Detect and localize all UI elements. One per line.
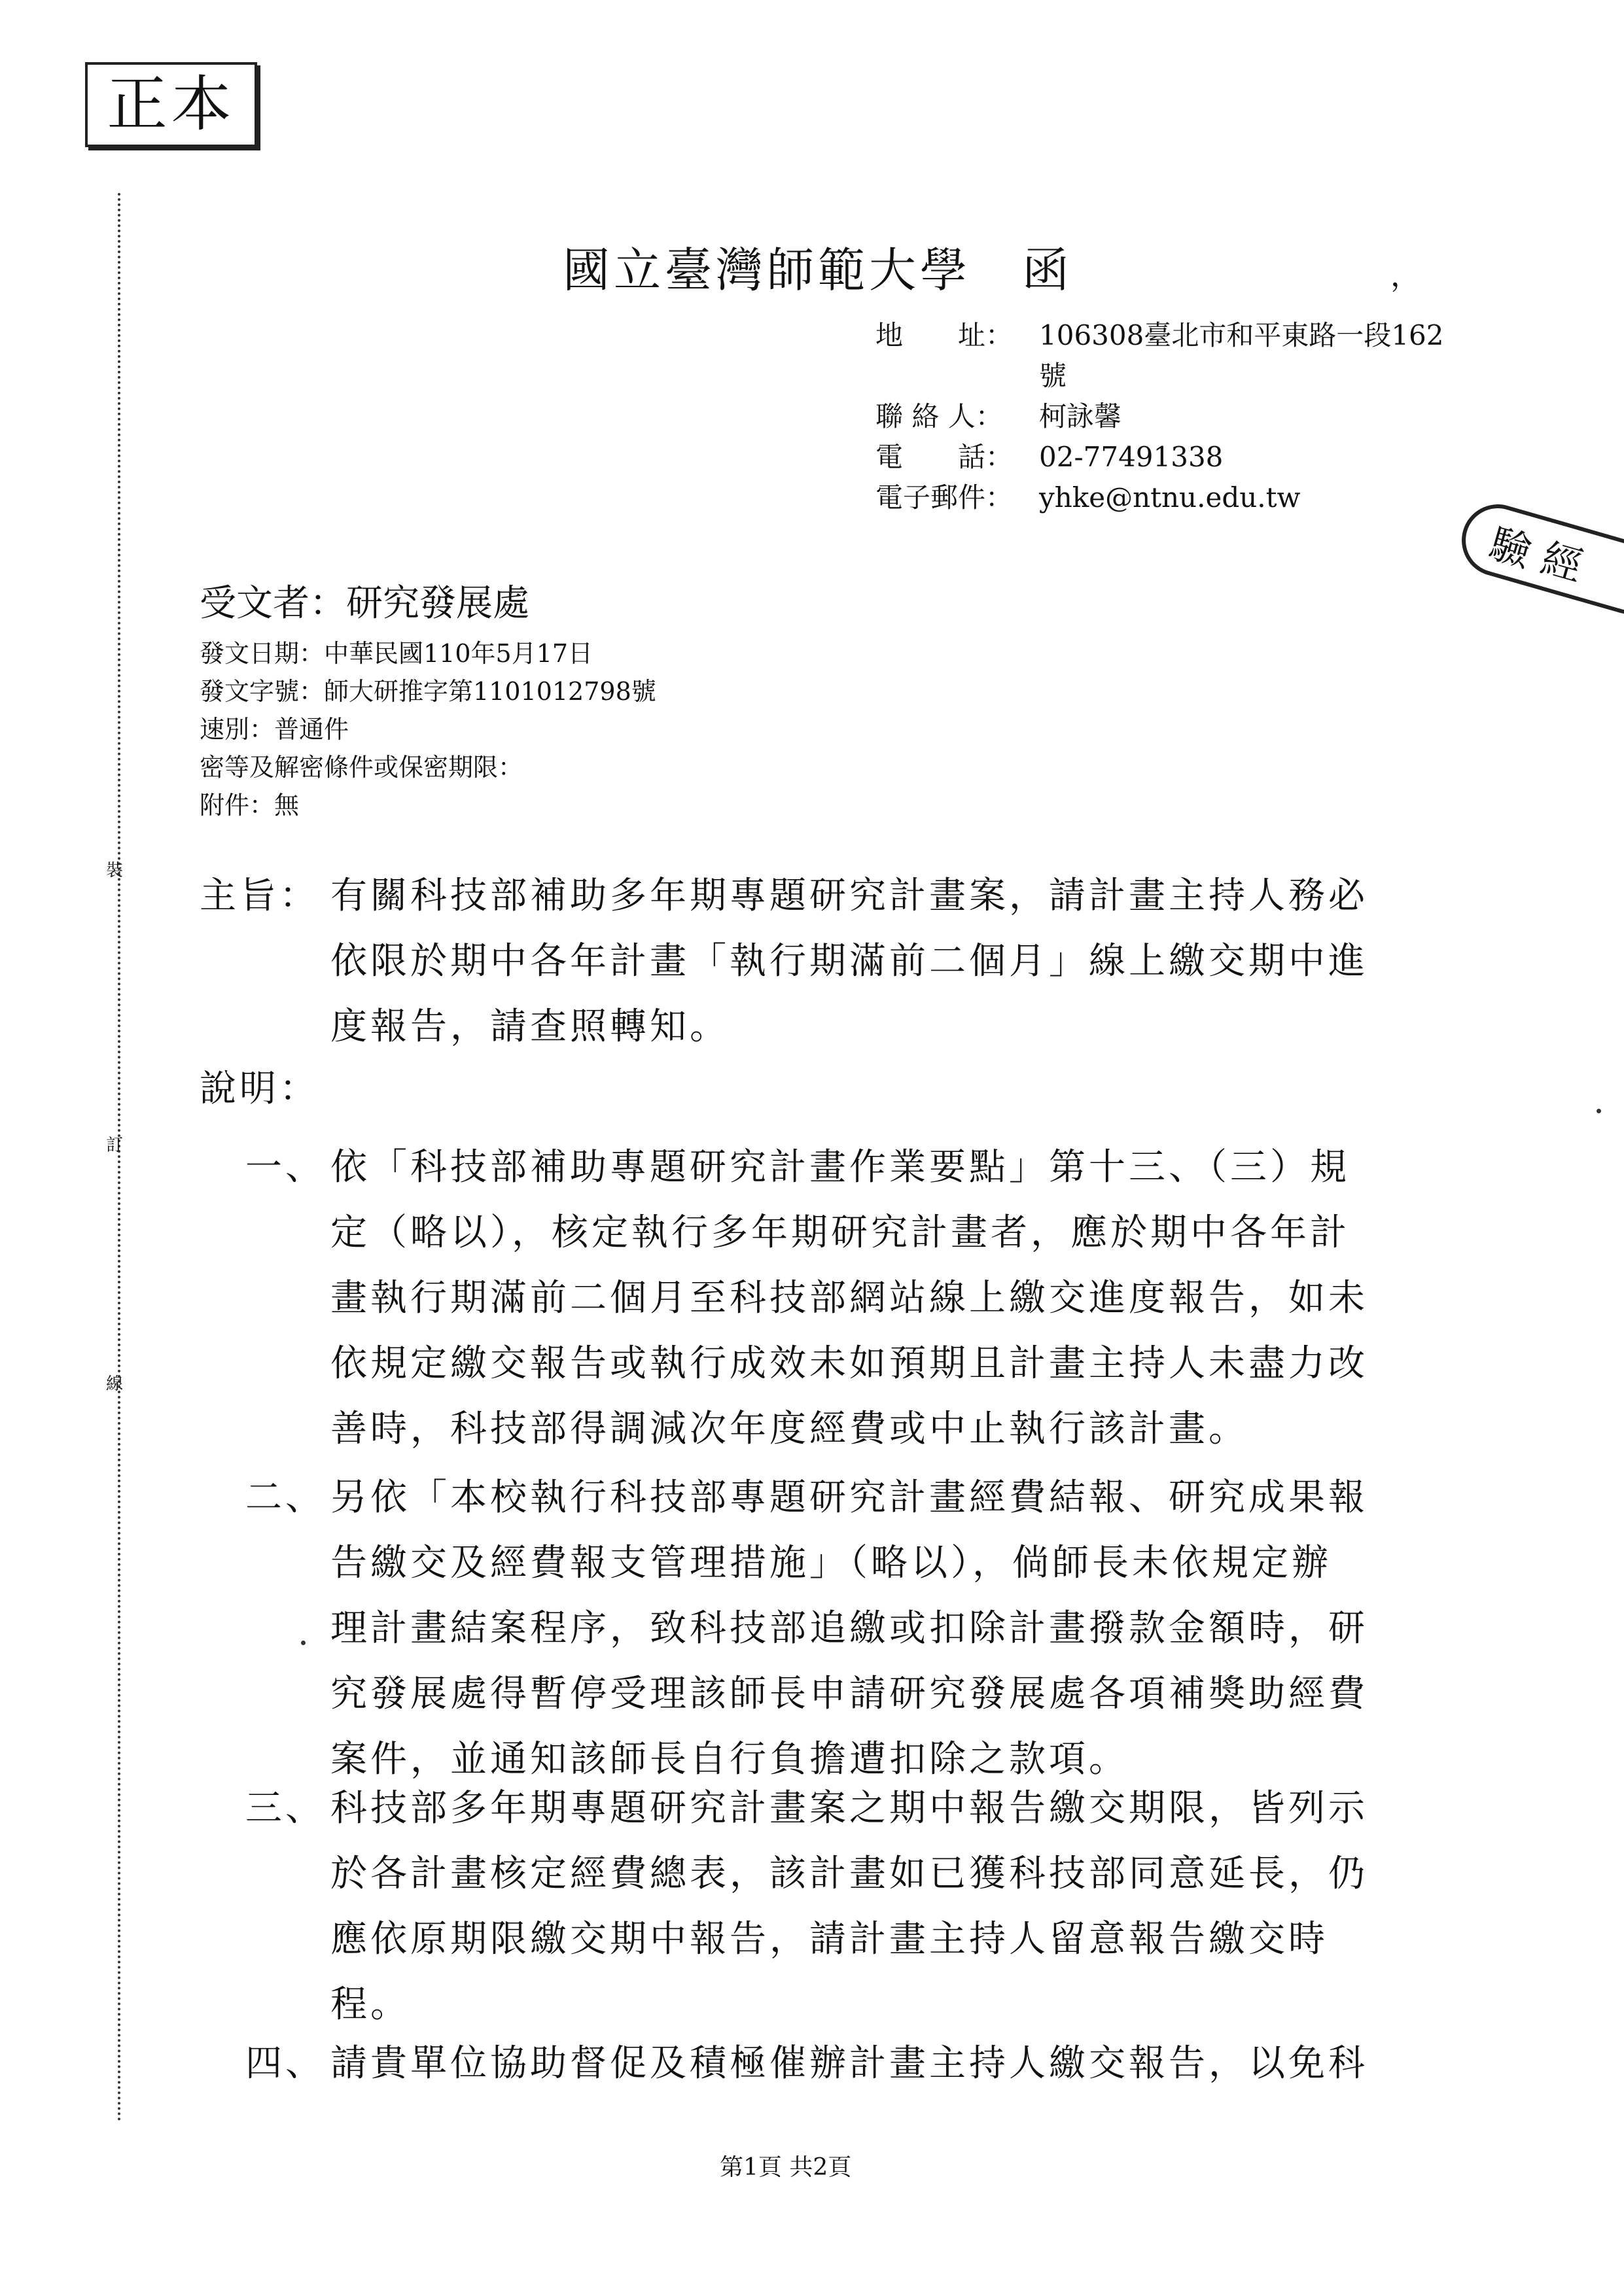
speed-category: 速別：普通件 — [200, 715, 349, 744]
sender-address — [875, 315, 1444, 356]
item-line: 定（略以），核定執行多年期研究計畫者，應於期中各年計 — [330, 1211, 1350, 1254]
title-mark: ， — [1390, 258, 1421, 293]
item-number-2: 二、 — [245, 1476, 325, 1519]
description-item-2 — [330, 1465, 1482, 1792]
item-line: 程。 — [330, 1983, 410, 2026]
address-value: 106308臺北市和平東路一段162 — [1039, 319, 1444, 351]
item-line: 畫執行期滿前二個月至科技部網站線上繳交進度報告，如未 — [330, 1277, 1368, 1319]
subject-line: 度報告，請查照轉知。 — [330, 1005, 730, 1048]
item-line: 依「科技部補助專題研究計畫作業要點」第十三、（三）規 — [330, 1146, 1350, 1189]
sender-contact — [875, 396, 1121, 437]
item-line: 科技部多年期專題研究計畫案之期中報告繳交期限，皆列示 — [330, 1787, 1368, 1830]
item-line: 案件，並通知該師長自行負擔遭扣除之款項。 — [330, 1738, 1129, 1781]
sender-email — [875, 478, 1300, 518]
description-item-3 — [330, 1776, 1482, 2038]
binding-line — [118, 193, 120, 2123]
contact-value: 柯詠馨 — [1039, 400, 1122, 432]
scan-speck — [1597, 1109, 1601, 1113]
address-label: 地 址： — [875, 319, 1014, 351]
contact-label: 聯 絡 人： — [875, 400, 1003, 432]
binding-mark-ding: 訂 — [106, 1136, 124, 1155]
email-label: 電子郵件： — [875, 481, 1014, 513]
description-item-4 — [330, 2031, 1482, 2096]
subject-line: 有關科技部補助多年期專題研究計畫案，請計畫主持人務必 — [330, 875, 1368, 917]
recipient: 受文者：研究發展處 — [200, 582, 529, 625]
address-continued: 號 — [1039, 360, 1067, 392]
phone-value: 02-77491338 — [1039, 441, 1224, 473]
item-line: 依規定繳交報告或執行成效未如預期且計畫主持人未盡力改 — [330, 1342, 1368, 1385]
issue-date: 發文日期：中華民國110年5月17日 — [200, 639, 593, 668]
subject-line: 依限於期中各年計畫「執行期滿前二個月」線上繳交期中進 — [330, 940, 1368, 983]
issue-number: 發文字號：師大研推字第1101012798號 — [200, 677, 656, 706]
attachments: 附件：無 — [200, 791, 300, 820]
subject — [330, 863, 1482, 1060]
item-number-4: 四、 — [245, 2042, 325, 2085]
document-title: 國立臺灣師範大學 函 — [563, 243, 1074, 298]
scan-speck — [301, 1641, 306, 1645]
item-line: 理計畫結案程序，致科技部追繳或扣除計畫撥款金額時，研 — [330, 1607, 1368, 1650]
binding-mark-xian: 線 — [106, 1374, 124, 1394]
subject-label: 主旨： — [200, 875, 319, 917]
phone-label: 電 話： — [875, 441, 1014, 473]
original-copy-stamp: 正本 — [85, 62, 257, 147]
item-line: 究發展處得暫停受理該師長申請研究發展處各項補獎助經費 — [330, 1673, 1368, 1715]
email-value: yhke@ntnu.edu.tw — [1039, 481, 1301, 513]
item-line: 告繳交及經費報支管理措施」（略以），倘師長未依規定辦 — [330, 1542, 1332, 1584]
description-item-1 — [330, 1135, 1482, 1462]
item-line: 善時，科技部得調減次年度經費或中止執行該計畫。 — [330, 1408, 1248, 1450]
binding-mark-zhuang: 裝 — [106, 861, 124, 880]
item-line: 另依「本校執行科技部專題研究計畫經費結報、研究成果報 — [330, 1476, 1368, 1519]
item-number-1: 一、 — [245, 1146, 325, 1189]
item-number-3: 三、 — [245, 1787, 325, 1830]
page-number: 第1頁 共2頁 — [720, 2154, 852, 2181]
sender-phone — [875, 437, 1223, 478]
item-line: 於各計畫核定經費總表，該計畫如已獲科技部同意延長，仍 — [330, 1852, 1368, 1895]
item-line: 請貴單位協助督促及積極催辦計畫主持人繳交報告，以免科 — [330, 2042, 1368, 2085]
secrecy-level: 密等及解密條件或保密期限： — [200, 753, 523, 782]
description-label: 說明： — [200, 1068, 319, 1110]
item-line: 應依原期限繳交期中報告，請計畫主持人留意報告繳交時 — [330, 1918, 1328, 1960]
verification-seal-stamp: 驗 經 — [1453, 496, 1624, 623]
